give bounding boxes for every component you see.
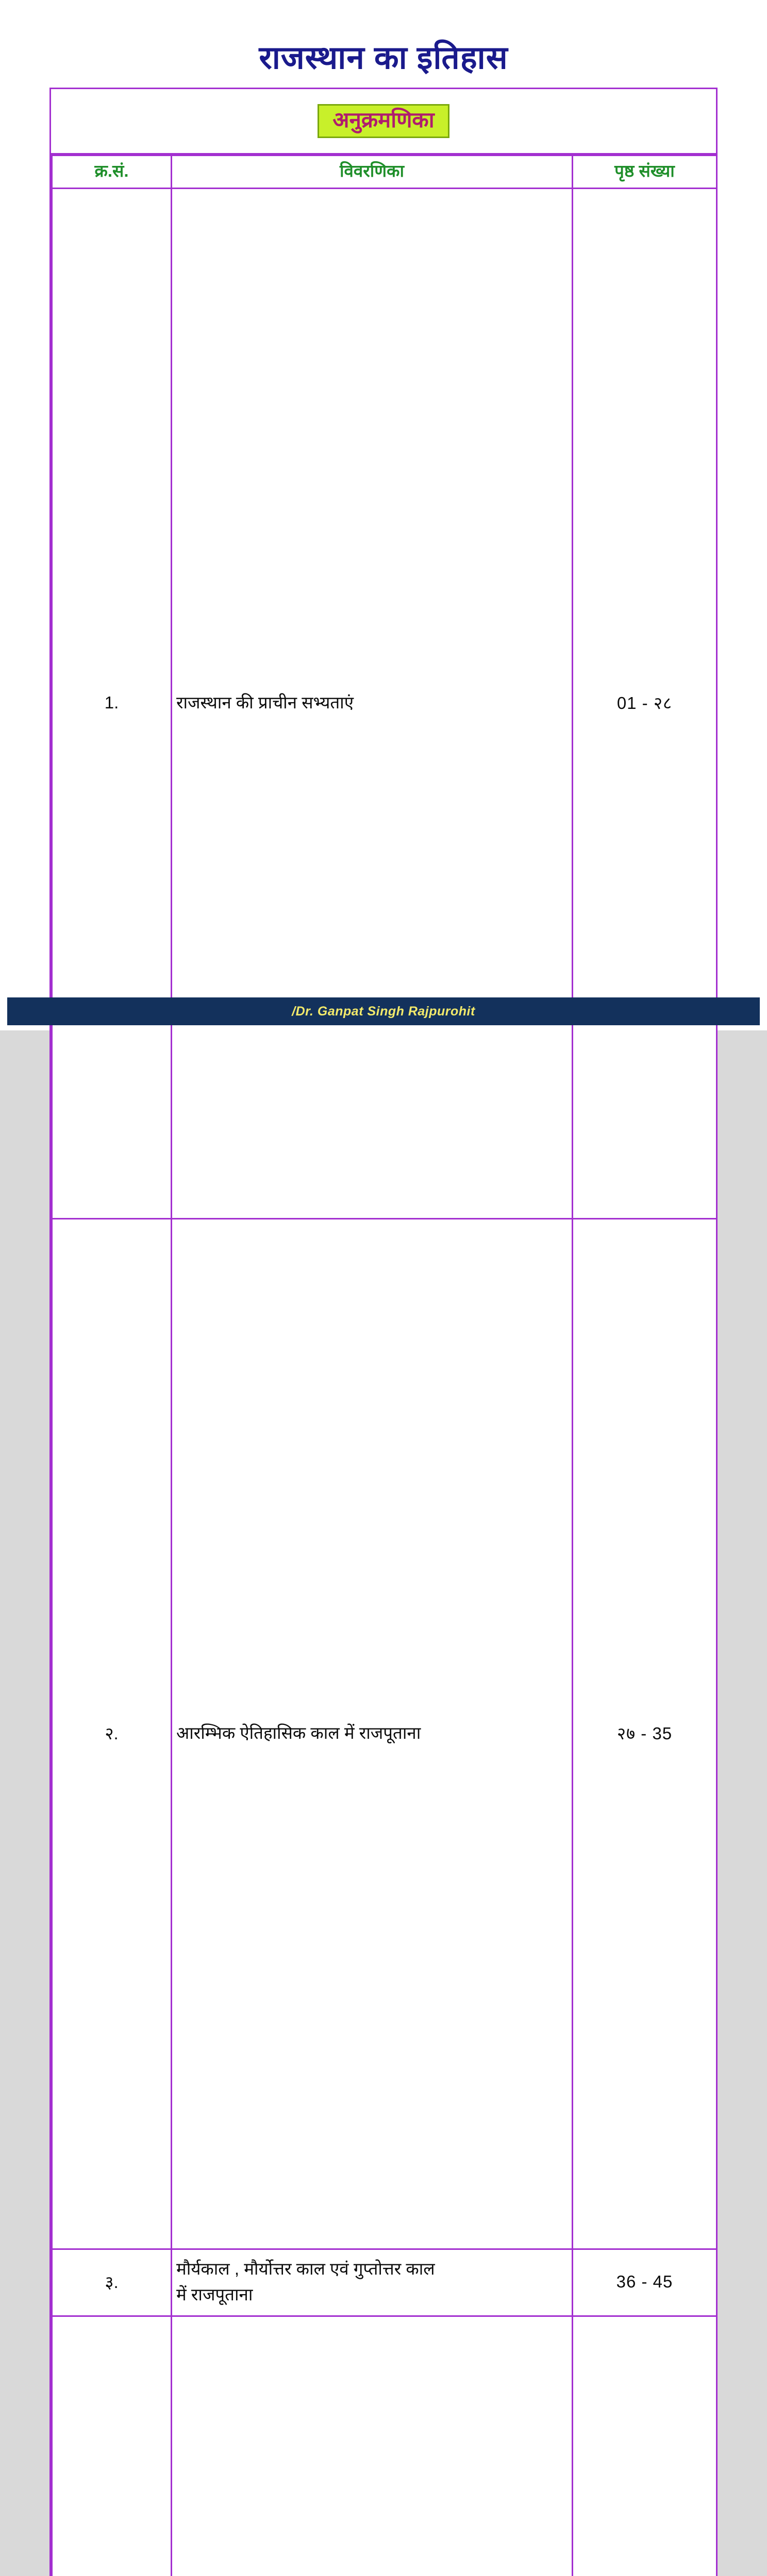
column-header-serial: क्र.सं. — [52, 156, 172, 189]
column-header-page: पृष्ठ संख्या — [573, 156, 717, 189]
row-serial — [52, 2316, 172, 2576]
row-description — [172, 189, 573, 1219]
row-description-line2: में राजपूताना — [176, 2282, 568, 2308]
toc-table-body — [52, 189, 717, 2576]
table-row — [52, 1219, 717, 2249]
table-of-contents — [49, 88, 718, 2576]
row-serial: 1. — [52, 189, 172, 1219]
row-serial: २. — [52, 1219, 172, 2249]
row-page: 36 - 45 — [573, 2249, 717, 2316]
row-serial: ३. — [52, 2249, 172, 2316]
toc-table — [51, 155, 718, 2576]
row-description — [172, 2316, 573, 2576]
row-description — [172, 2249, 573, 2316]
row-page — [573, 2316, 717, 2576]
toc-badge: अनुक्रमणिका — [318, 104, 449, 138]
table-row — [52, 2316, 717, 2576]
table-row — [52, 189, 717, 1219]
table-header-row — [52, 156, 717, 189]
toc-header-band — [51, 89, 716, 155]
document-page — [0, 0, 767, 1030]
footer-author: /Dr. Ganpat Singh Rajpurohit — [7, 997, 760, 1025]
row-page: 01 - २८ — [573, 189, 717, 1219]
row-description-line1: मौर्यकाल , मौर्योत्तर काल एवं गुप्तोत्तर काल — [176, 2259, 435, 2278]
row-description — [172, 1219, 573, 2249]
table-row — [52, 2249, 717, 2316]
page-title: राजस्थान का इतिहास — [7, 5, 760, 88]
row-description-line1: आरम्भिक ऐतिहासिक काल में राजपूताना — [176, 1723, 421, 1742]
row-page: २७ - 35 — [573, 1219, 717, 2249]
page-content — [7, 5, 760, 1025]
row-description-line1: राजस्थान की प्राचीन सभ्यताएं — [176, 693, 354, 712]
column-header-description: विवरणिका — [172, 156, 573, 189]
